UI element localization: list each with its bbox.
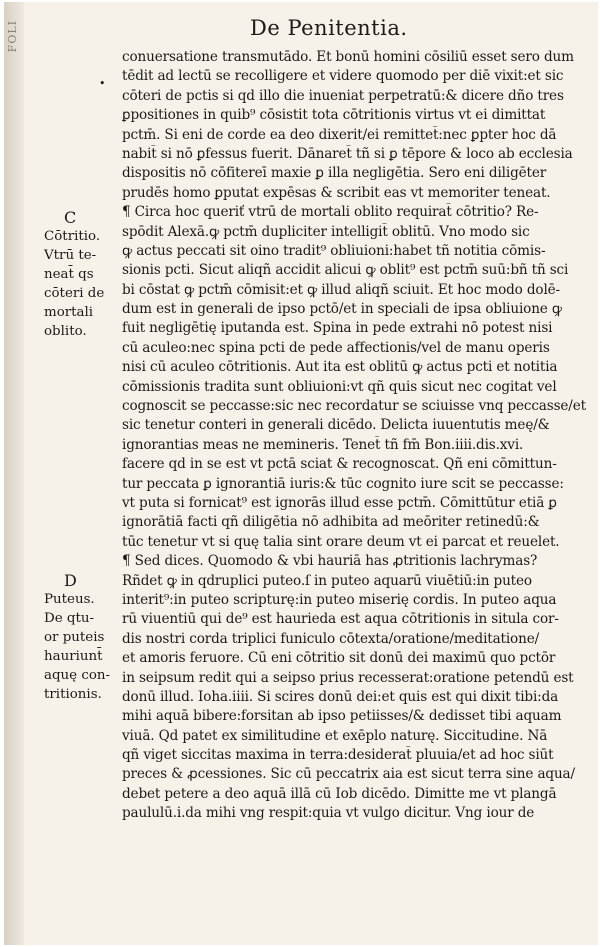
text-line: viuā. Qd patet ex similitudine et exēplo naturę. Siccitudine. Nā	[122, 727, 548, 744]
text-line: nisi cū aculeo cōtritionis. Aut ita est oblitū ꝙ actus pcti et notitia	[122, 359, 558, 376]
margin-note-line: oblito.	[44, 324, 87, 339]
text-line: ꝙ actus peccati sit oino tradit⁹ obliuioni:habet tñ notitia cōmis-	[122, 242, 546, 259]
text-line: debet petere a deo aquā illā cū Iob dicēdo. Dimitte me vt plangā	[122, 785, 557, 802]
text-line: tēdit ad lectū se recolligere et videre quomodo per diē vixit:et sic	[122, 68, 564, 85]
text-line: ignorātiā facti qñ diligētia nō adhibita ad meōriter retinedū:&	[122, 514, 540, 531]
text-line: dis nostri corda triplici funiculo cōtexta/oratione/meditatione/	[122, 630, 540, 647]
margin-note-line: Puteus.	[44, 592, 95, 607]
book-page	[4, 2, 598, 945]
margin-note-line: or puteis	[44, 630, 105, 645]
text-line: vt puta si fornicat⁹ est ignorās illud esse pctm̄. Cōmittūtur etiā ꝑ	[122, 494, 557, 511]
text-line: cōteri de pctis si qd illo die inueniat perpetratū:& dicere dño tres	[122, 87, 564, 104]
text-line: et amoris feruore. Cū eni cōtritio sit donū dei maximū quo pctōr	[122, 650, 556, 667]
text-line: pctm̄. Si eni de corde ea deo dixerit/ei remittet̄:nec ꝑpter hoc dā	[122, 126, 557, 143]
text-line: rū viuentiū qui de⁹ est haurieda est aqua cōtritionis in situla cor-	[122, 611, 559, 628]
text-line: in seipsum redit qui a seipso prius recesserat:oratione petendū est	[122, 669, 574, 686]
margin-note-line: cōteri de	[44, 286, 105, 301]
text-line: mihi aquā bibere:forsitan ab ipso petiisses/& dedisset tibi aquam	[122, 708, 562, 725]
margin-note-line: hauriunt̄	[44, 649, 103, 664]
margin-note-line: neat̄ qs	[44, 267, 94, 282]
text-line: ignorantias meas ne memineris. Tenet̄ tñ fm̄ Bon.iiii.dis.xvi.	[122, 436, 524, 453]
text-line: dum est in generali de ipso pctō/et in speciali de ipsa obliuione ꝙ	[122, 301, 562, 318]
main-text-column	[122, 48, 586, 824]
text-line: cognoscit se peccasse:sic nec recordatur se sciuisse vnq peccasse/et	[122, 398, 586, 415]
text-line: sionis pcti. Sicut aliqñ accidit alicui ꝙ oblit⁹ est pctm̄ suū:bñ tñ sci	[122, 262, 569, 279]
margin-note-line: Cōtritio.	[44, 229, 101, 244]
text-line: fuit negligētię iputanda est. Spina in pede extrahi nō potest nisi	[122, 320, 553, 337]
binding-gutter	[4, 2, 24, 945]
margin-note-line: Vtrū te-	[44, 248, 97, 263]
text-line: ¶ Circa hoc queriť vtrū de mortali oblito requirat̄ cōtritio? Re-	[122, 204, 539, 221]
margin-note-line: De qtu-	[44, 611, 95, 626]
text-line: bi cōstat ꝙ pctm̄ cōmisit:et ꝙ illud aliqñ sciuit. Et hoc modo dolē-	[122, 281, 561, 298]
marginal-bullet: •	[99, 77, 106, 90]
text-line: tur peccata ꝑ ignorantiā iuris:& tūc cognito iure scit se peccasse:	[122, 475, 564, 492]
text-line: qñ viget siccitas maxima in terra:desiderat̄ pluuia/et ad hoc siūt	[122, 747, 554, 764]
text-line: donū illud. Ioha.iiii. Si scires donū dei:et quis est qui dixit tibi:da	[122, 688, 559, 705]
text-line: tūc tenetur vt si quę talia sint orare deum vt ei parcat et reuelet.	[122, 533, 560, 550]
gutter-folio-text: FOLI	[6, 20, 19, 53]
text-line: ¶ Sed dices. Quomodo & vbi hauriā has ꝓtritionis lachrymas?	[122, 553, 538, 570]
margin-note-line: aquę con-	[44, 668, 111, 683]
text-line: interit⁹:in puteo scripturę:in puteo miserię cordis. In puteo aqua	[122, 591, 557, 608]
section-letter-d: D	[64, 571, 77, 590]
text-line: Rñdet ꝙ in qdruplici puteo.ſ in puteo aquarū viuētiū:in puteo	[122, 572, 532, 589]
page-title: De Penitentia.	[250, 16, 408, 40]
text-line: paululū.i.da mihi vng respit:quia vt vulgo dicitur. Vng iour de	[122, 805, 535, 822]
text-line: prudēs homo ꝑputat expēsas & scribit eas vt memoriter teneat.	[122, 184, 551, 201]
text-line: cū aculeo:nec spina pcti de pede affectionis/vel de manu operis	[122, 339, 550, 356]
section-letter-c: C	[64, 208, 77, 227]
margin-note-line: tritionis.	[44, 687, 102, 702]
text-line: cōmissionis tradita sunt obliuioni:vt qñ quis sicut nec cogitat vel	[122, 378, 557, 395]
text-line: ꝑpositiones in quib⁹ cōsistit tota cōtritionis virtus vt ei dimittat	[122, 107, 546, 124]
text-line: preces & ꝓcessiones. Sic cū peccatrix aia est sicut terra sine aqua/	[122, 766, 575, 783]
margin-note-line: mortali	[44, 305, 94, 320]
text-line: spōdit Alexā.ꝙ pctm̄ dupliciter intelligit̄ oblitū. Vno modo sic	[122, 223, 530, 240]
text-line: sic tenetur conteri in generali dicēdo. Delicta iuuentutis meę/&	[122, 417, 550, 434]
text-line: dispositis nō cōfitereī maxie ꝑ illa negligētia. Sero eni diligēter	[122, 165, 547, 182]
text-line: nabit̄ si nō ꝑfessus fuerit. Dānaret̄ tñ si ꝑ tēpore & loco ab ecclesia	[122, 145, 573, 162]
text-line: conuersatione transmutādo. Et bonū homini cōsiliū esset sero dum	[122, 49, 574, 65]
text-line: facere qd in se est vt pctā sciat & recognoscat. Qñ eni cōmittun-	[122, 456, 557, 473]
